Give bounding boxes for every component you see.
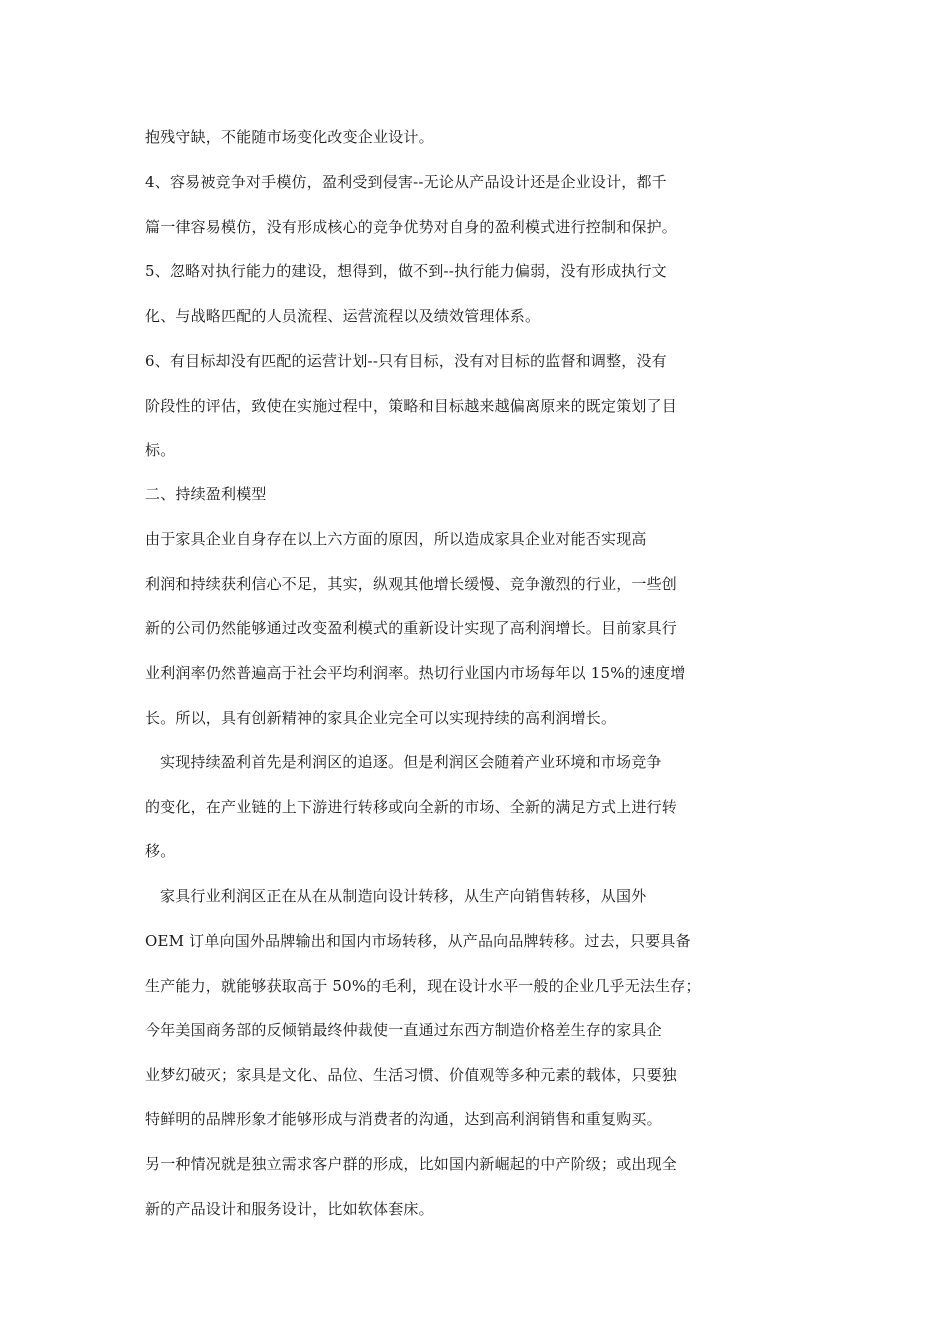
- text-line: 篇一律容易模仿，没有形成核心的竞争优势对自身的盈利模式进行控制和保护。: [145, 218, 678, 236]
- text-line: 化、与战略匹配的人员流程、运营流程以及绩效管理体系。: [145, 307, 541, 325]
- text-line: 特鲜明的品牌形象才能够形成与消费者的沟通，达到高利润销售和重复购买。: [145, 1110, 662, 1128]
- text-line: 新的产品设计和服务设计，比如软体套床。: [145, 1200, 434, 1218]
- text-line: 5、忽略对执行能力的建设，想得到，做不到--执行能力偏弱，没有形成执行文: [145, 262, 667, 280]
- text-line: 另一种情况就是独立需求客户群的形成，比如国内新崛起的中产阶级；或出现全: [145, 1155, 678, 1173]
- text-line: 抱残守缺，不能随市场变化改变企业设计。: [145, 128, 434, 146]
- text-line: 长。所以，具有创新精神的家具企业完全可以实现持续的高利润增长。: [145, 709, 617, 727]
- text-line: 标。: [145, 441, 176, 459]
- text-line: 今年美国商务部的反倾销最终仲裁使一直通过东西方制造价格差生存的家具企: [145, 1021, 662, 1039]
- text-line: 新的公司仍然能够通过改变盈利模式的重新设计实现了高利润增长。目前家具行: [145, 619, 678, 637]
- text-line: 家具行业利润区正在从在从制造向设计转移，从生产向销售转移，从国外: [160, 887, 647, 905]
- text-line: 由于家具企业自身存在以上六方面的原因，所以造成家具企业对能否实现高: [145, 530, 647, 548]
- text-line: 业梦幻破灭；家具是文化、品位、生活习惯、价值观等多种元素的载体，只要独: [145, 1066, 678, 1084]
- section-heading: 二、持续盈利模型: [145, 485, 267, 503]
- text-line: OEM 订单向国外品牌输出和国内市场转移，从产品向品牌转移。过去，只要具备: [145, 932, 691, 950]
- text-line: 6、有目标却没有匹配的运营计划--只有目标，没有对目标的监督和调整，没有: [145, 352, 667, 370]
- text-line: 生产能力，就能够获取高于 50%的毛利，现在设计水平一般的企业几乎无法生存；: [145, 977, 701, 995]
- text-line: 实现持续盈利首先是利润区的追逐。但是利润区会随着产业环境和市场竞争: [160, 753, 662, 771]
- text-line: 阶段性的评估，致使在实施过程中，策略和目标越来越偏离原来的既定策划了目: [145, 397, 678, 415]
- text-line: 业利润率仍然普遍高于社会平均利润率。热切行业国内市场每年以 15%的速度增: [145, 664, 686, 682]
- text-line: 4、容易被竞争对手模仿，盈利受到侵害--无论从产品设计还是企业设计，都千: [145, 173, 667, 191]
- text-line: 的变化，在产业链的上下游进行转移或向全新的市场、全新的满足方式上进行转: [145, 798, 678, 816]
- text-line: 利润和持续获利信心不足，其实，纵观其他增长缓慢、竞争激烈的行业，一些创: [145, 575, 678, 593]
- text-line: 移。: [145, 842, 176, 860]
